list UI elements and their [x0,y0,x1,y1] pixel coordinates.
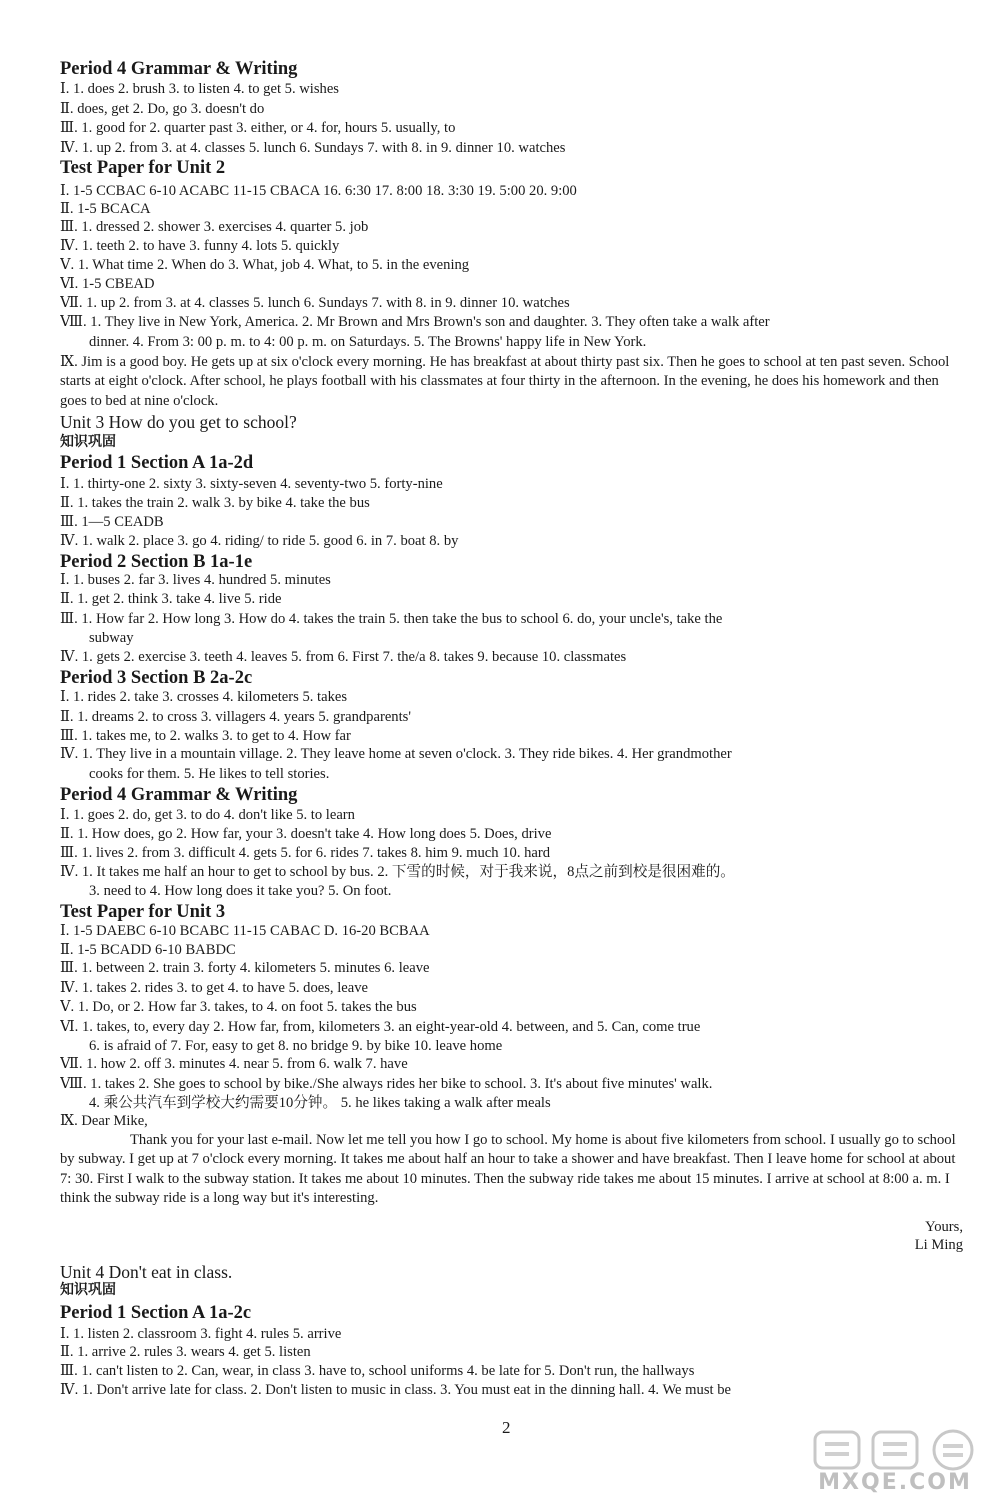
letter-signature: Li Ming [914,1237,963,1253]
answer-line: Ⅵ. 1. takes, to, every day 2. How far, from, kilometers 3. an eight-year-old 4. between, and 5. Can, come true [60,1019,701,1035]
answer-line: Ⅲ. 1. between 2. train 3. forty 4. kilometers 5. minutes 6. leave [60,960,430,976]
answer-line: Ⅳ. 1. It takes me half an hour to get to school by bus. 2. 下雪的时候，对于我来说，8点之前到校是很困难的。 [60,864,735,880]
letter-signature: Yours, [925,1219,963,1235]
answer-line: Ⅶ. 1. up 2. from 3. at 4. classes 5. lunch 6. Sundays 7. with 8. in 9. dinner 10. watches [60,295,570,311]
answer-line: Ⅲ. 1. lives 2. from 3. difficult 4. gets 5. for 6. rides 7. takes 8. him 9. much 10. hard [60,845,551,861]
composition-paragraph: Ⅸ. Jim is a good boy. He gets up at six o'clock every morning. He has breakfast at about thirty past six. Then he goes to school at ten past seven. School starts at eight o'clock. After school, he plays football with his classmates at four thirty in the afternoon. In the evening, he does his homework and then goes to bed at nine o'clock. [60,354,950,409]
answer-line: Ⅳ. 1. Don't arrive late for class. 2. Don't listen to music in class. 3. You must eat in the dinning hall. 4. We must be [60,1382,731,1398]
unit-title: Unit 4 Don't eat in class. [60,1262,233,1282]
answer-line: Ⅲ. 1. takes me, to 2. walks 3. to get to 4. How far [60,728,351,744]
answer-line: Ⅱ. 1. takes the train 2. walk 3. by bike 4. take the bus [60,495,370,511]
letter-body: Thank you for your last e-mail. Now let me tell you how I go to school. My home is about five kilometers from school. I usually go to school by subway. I get up at 7 o'clock every morning. It takes me about half an hour to take a shower and have breakfast. Then I leave home for school at about 7: 30. First I walk to the subway station. It takes me about 10 minutes. Then the subway ride takes me about 15 minutes. I arrive at school at 8:00 a. m. I think the subway ride is a long way but it's interesting. [60,1132,956,1206]
answer-line: Ⅳ. 1. up 2. from 3. at 4. classes 5. lunch 6. Sundays 7. with 8. in 9. dinner 10. watches [60,140,566,156]
answer-line-continued: dinner. 4. From 3: 00 p. m. to 4: 00 p. m. on Saturdays. 5. The Browns' happy life in New York. [89,334,647,350]
answer-line: Ⅳ. 1. walk 2. place 3. go 4. riding/ to ride 5. good 6. in 7. boat 8. by [60,533,459,549]
section-label: 知识巩固 [60,1282,116,1298]
answer-line: Ⅱ. 1-5 BCADD 6-10 BABDC [60,942,236,958]
answer-line: Ⅵ. 1-5 CBEAD [60,276,155,292]
answer-line: Ⅷ. 1. takes 2. She goes to school by bike./She always rides her bike to school. 3. It's about five minutes' walk. [60,1076,713,1092]
answer-line: Ⅲ. 1. can't listen to 2. Can, wear, in class 3. have to, school uniforms 4. be late for 5. Don't run, the hallways [60,1363,695,1379]
answer-line: Ⅲ. 1. good for 2. quarter past 3. either, or 4. for, hours 5. usually, to [60,120,456,136]
section-heading: Period 3 Section B 2a-2c [60,668,253,688]
answer-line: Ⅲ. 1—5 CEADB [60,514,164,530]
answer-line-continued: 6. is afraid of 7. For, easy to get 8. no bridge 9. by bike 10. leave home [89,1038,503,1054]
answer-line: Ⅰ. 1. does 2. brush 3. to listen 4. to get 5. wishes [60,81,339,97]
answer-line: Ⅱ. 1-5 BCACA [60,201,151,217]
answer-line-continued: 3. need to 4. How long does it take you? 5. On foot. [89,883,392,899]
answer-line: Ⅳ. 1. They live in a mountain village. 2. They leave home at seven o'clock. 3. They ride bikes. 4. Her grandmother [60,746,732,762]
section-heading: Period 1 Section A 1a-2d [60,453,254,473]
section-heading: Period 4 Grammar & Writing [60,59,298,79]
answer-line: Ⅱ. 1. get 2. think 3. take 4. live 5. ride [60,591,282,607]
answer-line: Ⅰ. 1-5 DAEBC 6-10 BCABC 11-15 CABAC D. 16-20 BCBAA [60,923,430,939]
answer-line: Ⅳ. 1. gets 2. exercise 3. teeth 4. leaves 5. from 6. First 7. the/a 8. takes 9. because 10. classmates [60,649,627,665]
section-heading: Period 4 Grammar & Writing [60,785,298,805]
section-heading: Test Paper for Unit 3 [60,902,226,922]
answer-line: Ⅲ. 1. dressed 2. shower 3. exercises 4. quarter 5. job [60,219,369,235]
unit-title: Unit 3 How do you get to school? [60,412,297,432]
watermark-logo-icon [795,1428,995,1472]
answer-line: Ⅱ. 1. dreams 2. to cross 3. villagers 4. years 5. grandparents' [60,709,411,725]
section-heading: Period 1 Section A 1a-2c [60,1303,252,1323]
answer-line: Ⅱ. does, get 2. Do, go 3. doesn't do [60,101,265,117]
answer-line: Ⅳ. 1. teeth 2. to have 3. funny 4. lots 5. quickly [60,238,340,254]
page-number: 2 [502,1418,511,1437]
section-heading: Test Paper for Unit 2 [60,158,226,178]
site-watermark [795,1428,995,1494]
answer-line: Ⅰ. 1. buses 2. far 3. lives 4. hundred 5. minutes [60,572,331,588]
answer-line: Ⅷ. 1. They live in New York, America. 2. Mr Brown and Mrs Brown's son and daughter. 3. They often take a walk after [60,314,770,330]
answer-line: Ⅳ. 1. takes 2. rides 3. to get 4. to have 5. does, leave [60,980,369,996]
section-heading: Period 2 Section B 1a-1e [60,552,253,572]
answer-line: Ⅱ. 1. How does, go 2. How far, your 3. doesn't take 4. How long does 5. Does, drive [60,826,552,842]
answer-line: Ⅰ. 1. goes 2. do, get 3. to do 4. don't like 5. to learn [60,807,355,823]
answer-line-continued: 4. 乘公共汽车到学校大约需要10分钟。 5. he likes taking a walk after meals [89,1095,551,1111]
answer-line: Ⅴ. 1. What time 2. When do 3. What, job 4. What, to 5. in the evening [60,257,470,273]
answer-line: Ⅸ. Dear Mike, [60,1113,148,1129]
answer-line: Ⅰ. 1. rides 2. take 3. crosses 4. kilometers 5. takes [60,689,348,705]
answer-line: Ⅶ. 1. how 2. off 3. minutes 4. near 5. from 6. walk 7. have [60,1056,408,1072]
answer-line: Ⅲ. 1. How far 2. How long 3. How do 4. takes the train 5. then take the bus to school 6. do, your uncle's, take the [60,611,723,627]
watermark-text: MXQE.COM [818,1470,972,1495]
answer-line: Ⅴ. 1. Do, or 2. How far 3. takes, to 4. on foot 5. takes the bus [60,999,417,1015]
answer-line-continued: cooks for them. 5. He likes to tell stories. [89,766,330,782]
section-label: 知识巩固 [60,434,116,450]
answer-line: Ⅰ. 1-5 CCBAC 6-10 ACABC 11-15 CBACA 16. 6:30 17. 8:00 18. 3:30 19. 5:00 20. 9:00 [60,183,577,199]
answer-line: Ⅰ. 1. listen 2. classroom 3. fight 4. rules 5. arrive [60,1326,342,1342]
answer-line: Ⅱ. 1. arrive 2. rules 3. wears 4. get 5. listen [60,1344,311,1360]
answer-line-continued: subway [89,630,134,646]
answer-line: Ⅰ. 1. thirty-one 2. sixty 3. sixty-seven 4. seventy-two 5. forty-nine [60,476,443,492]
